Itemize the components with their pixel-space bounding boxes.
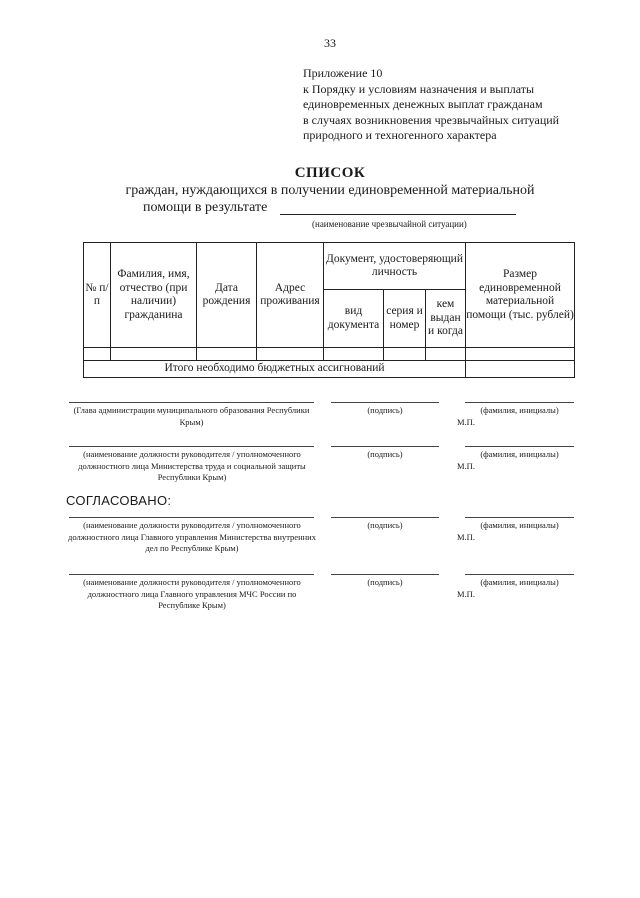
col-header-birth-date: Дата рождения xyxy=(197,243,257,348)
total-amount-cell xyxy=(466,361,575,378)
page-number: 33 xyxy=(324,36,336,50)
citizens-table xyxy=(83,242,575,378)
signature-name-caption: (фамилия, инициалы) xyxy=(480,577,559,587)
signature-role-caption: (Глава администрации муниципального образования Республики Крым) xyxy=(73,405,310,427)
table-cell xyxy=(257,348,324,361)
table-cell xyxy=(384,348,426,361)
signature-name-line xyxy=(465,574,574,575)
table-cell xyxy=(84,348,111,361)
col-header-address: Адрес проживания xyxy=(257,243,324,348)
signature-role-line xyxy=(69,402,314,403)
col-header-identity-document: Документ, удостоверяющий личность xyxy=(324,243,466,290)
signature-role-line xyxy=(69,574,314,575)
signature-sign-line xyxy=(331,402,439,403)
signature-name-line xyxy=(465,446,574,447)
table-row xyxy=(84,348,575,361)
signature-sign-line xyxy=(331,446,439,447)
signature-name-line xyxy=(465,402,574,403)
col-header-full-name: Фамилия, имя, отчество (при наличии) гражданина xyxy=(111,243,197,348)
signature-role-line xyxy=(69,517,314,518)
col-header-document-issued: кем выдан и когда xyxy=(426,290,466,348)
signature-sign-line xyxy=(331,517,439,518)
total-label: Итого необходимо бюджетных ассигнований xyxy=(84,361,466,378)
col-header-document-type: вид документа xyxy=(324,290,384,348)
situation-caption: (наименование чрезвычайной ситуации) xyxy=(312,219,467,229)
situation-blank-line xyxy=(280,214,516,215)
annex-line: в случаях возникновения чрезвычайных ситуаций xyxy=(303,112,560,127)
col-header-aid-amount: Размер единовременной материальной помощи (тыс. рублей) xyxy=(466,243,575,348)
annex-line: к Порядку и условиям назначения и выплаты xyxy=(303,81,535,96)
col-header-number: № п/п xyxy=(84,243,111,348)
signature-name-caption: (фамилия, инициалы) xyxy=(480,520,559,530)
table-cell xyxy=(324,348,384,361)
agreed-label: СОГЛАСОВАНО: xyxy=(66,493,172,508)
table-cell xyxy=(111,348,197,361)
signature-sign-caption: (подпись) xyxy=(367,520,403,530)
table-cell xyxy=(426,348,466,361)
table-cell xyxy=(466,348,575,361)
table-total-row xyxy=(84,361,575,378)
annex-line: единовременных денежных выплат гражданам xyxy=(303,97,543,111)
document-subtitle: граждан, нуждающихся в получении единовременной материальной xyxy=(125,183,535,198)
signature-sign-caption: (подпись) xyxy=(367,449,403,459)
col-header-document-series: серия и номер xyxy=(384,290,426,348)
table-cell xyxy=(197,348,257,361)
document-title: СПИСОК xyxy=(294,165,366,181)
signature-name-caption: (фамилия, инициалы) xyxy=(480,449,559,459)
stamp-placeholder: М.П. xyxy=(457,417,475,427)
signature-name-line xyxy=(465,517,574,518)
stamp-placeholder: М.П. xyxy=(457,461,475,471)
signature-name-caption: (фамилия, инициалы) xyxy=(480,405,559,415)
signature-role-caption: (наименование должности руководителя / уполномоченного должностного лица Министерства труда и социальной защиты Республики Крым) xyxy=(78,449,306,482)
annex-line: Приложение 10 xyxy=(303,66,383,80)
signature-sign-caption: (подпись) xyxy=(367,405,403,415)
signature-role-caption: (наименование должности руководителя / уполномоченного должностного лица Главного управления МЧС России по Республике Крым) xyxy=(83,577,301,610)
signature-role-caption: (наименование должности руководителя / уполномоченного должностного лица Главного управления Министерства внутренних дел по Республике Крым) xyxy=(68,520,316,553)
stamp-placeholder: М.П. xyxy=(457,532,475,542)
signature-role-line xyxy=(69,446,314,447)
annex-line: природного и техногенного характера xyxy=(303,128,497,142)
annex-reference xyxy=(303,66,559,144)
signature-sign-line xyxy=(331,574,439,575)
stamp-placeholder: М.П. xyxy=(457,589,475,599)
document-subtitle-cont: помощи в результате xyxy=(143,200,268,215)
signature-sign-caption: (подпись) xyxy=(367,577,403,587)
